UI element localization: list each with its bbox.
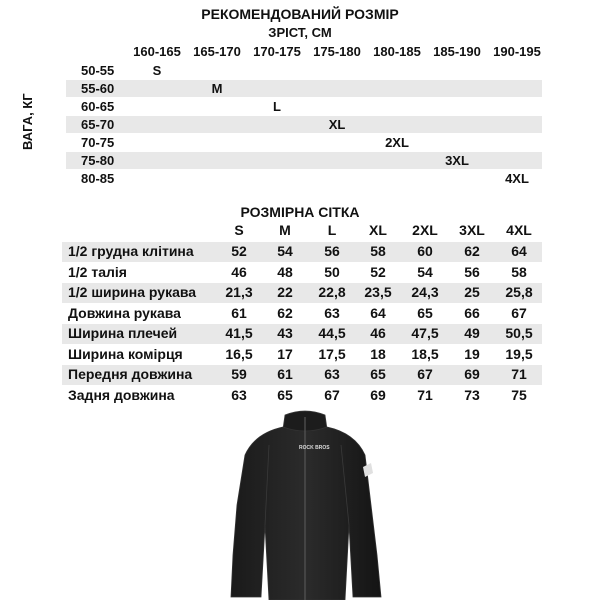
measurement-value: 47,5: [411, 325, 439, 341]
measurement-value: 49: [464, 325, 480, 341]
size-column-header: M: [279, 222, 291, 238]
weight-row-label: 55-60: [81, 81, 115, 96]
recommended-size-title: РЕКОМЕНДОВАНИЙ РОЗМІР: [201, 6, 399, 22]
table-row: [66, 170, 542, 187]
weight-row-label: 75-80: [81, 153, 115, 168]
measurement-value: 46: [370, 325, 386, 341]
measurement-value: 43: [277, 325, 293, 341]
measurement-value: 63: [324, 366, 340, 382]
measurement-value: 22: [277, 284, 293, 300]
measurement-label: Довжина рукава: [68, 304, 181, 321]
table-row: [66, 80, 542, 97]
measurement-value: 52: [370, 263, 386, 280]
brand-logo: ROCK BROS: [299, 445, 330, 451]
height-label: ЗРІСТ, СМ: [268, 25, 332, 40]
measurement-value: 75: [511, 386, 527, 403]
recommended-size-cell: M: [211, 81, 223, 96]
measurement-value: 58: [511, 263, 527, 280]
size-grid-title: РОЗМІРНА СІТКА: [240, 204, 360, 220]
measurement-value: 67: [417, 366, 433, 382]
measurement-value: 61: [231, 304, 247, 321]
measurement-value: 50,5: [505, 325, 533, 341]
measurement-value: 46: [231, 263, 247, 280]
measurement-value: 62: [277, 304, 293, 321]
measurement-value: 61: [277, 366, 293, 382]
measurement-value: 19,5: [505, 345, 533, 362]
recommended-size-cell: 3XL: [445, 153, 469, 168]
recommended-size-cell: 4XL: [505, 171, 529, 186]
measurement-value: 16,5: [225, 345, 253, 362]
measurement-value: 64: [370, 304, 386, 321]
measurement-value: 73: [464, 386, 480, 403]
measurement-value: 66: [464, 304, 480, 321]
weight-row-label: 80-85: [81, 171, 115, 186]
measurement-value: 67: [511, 304, 527, 321]
size-column-header: L: [327, 222, 337, 238]
measurement-value: 63: [324, 304, 340, 321]
measurement-label: 1/2 талія: [68, 263, 127, 280]
measurement-value: 65: [277, 386, 293, 403]
measurement-value: 44,5: [318, 325, 346, 341]
table-row: [66, 134, 542, 151]
measurement-value: 56: [464, 263, 480, 280]
weight-label: ВАГА, КГ: [20, 93, 35, 150]
weight-row-label: 50-55: [81, 63, 115, 78]
measurement-value: 17,5: [318, 345, 346, 362]
measurement-value: 52: [231, 243, 247, 259]
weight-row-label: 70-75: [81, 135, 115, 150]
measurement-value: 23,5: [364, 284, 392, 300]
measurement-value: 63: [231, 386, 247, 403]
measurement-value: 41,5: [225, 325, 253, 341]
measurement-value: 58: [370, 243, 386, 259]
height-column-header: 175-180: [313, 44, 361, 59]
measurement-value: 60: [417, 243, 433, 259]
recommended-size-cell: L: [273, 99, 281, 114]
measurement-label: Передня довжина: [68, 366, 193, 382]
height-column-header: 180-185: [373, 44, 421, 59]
measurement-value: 67: [324, 386, 340, 403]
measurement-value: 50: [324, 263, 340, 280]
measurement-value: 56: [324, 243, 340, 259]
weight-row-label: 65-70: [81, 117, 115, 132]
height-column-header: 170-175: [253, 44, 301, 59]
measurement-value: 65: [370, 366, 386, 382]
measurement-value: 25: [464, 284, 480, 300]
size-column-header: S: [234, 222, 244, 238]
measurement-value: 71: [417, 386, 433, 403]
weight-row-label: 60-65: [81, 99, 115, 114]
measurement-value: 18: [370, 345, 386, 362]
size-column-header: 3XL: [459, 222, 485, 238]
size-column-header: 2XL: [412, 222, 438, 238]
measurement-value: 69: [370, 386, 386, 403]
measurement-value: 17: [277, 345, 293, 362]
height-column-header: 185-190: [433, 44, 481, 59]
table-row: [66, 116, 542, 133]
recommended-size-cell: S: [152, 63, 162, 78]
size-column-header: 4XL: [506, 222, 532, 238]
measurement-label: 1/2 грудна клітина: [68, 243, 194, 259]
recommended-size-cell: 2XL: [385, 135, 409, 150]
measurement-value: 18,5: [411, 345, 439, 362]
measurement-value: 71: [511, 366, 527, 382]
measurement-value: 25,8: [505, 284, 533, 300]
height-column-header: 160-165: [133, 44, 181, 59]
measurement-value: 21,3: [225, 284, 253, 300]
height-column-header: 190-195: [493, 44, 541, 59]
cycling-jacket-icon: [215, 405, 395, 600]
measurement-label: 1/2 ширина рукава: [68, 284, 197, 300]
measurement-value: 54: [277, 243, 293, 259]
measurement-value: 59: [231, 366, 247, 382]
measurement-value: 22,8: [318, 284, 346, 300]
measurement-label: Ширина плечей: [68, 325, 178, 341]
measurement-label: Ширина комірця: [68, 345, 183, 362]
measurement-value: 24,3: [411, 284, 439, 300]
measurement-value: 62: [464, 243, 480, 259]
measurement-value: 65: [417, 304, 433, 321]
measurement-value: 54: [417, 263, 433, 280]
height-column-header: 165-170: [193, 44, 241, 59]
measurement-value: 64: [511, 243, 527, 259]
size-column-header: XL: [369, 222, 387, 238]
measurement-value: 69: [464, 366, 480, 382]
measurement-value: 19: [464, 345, 480, 362]
measurement-label: Задня довжина: [68, 386, 175, 403]
measurement-value: 48: [277, 263, 293, 280]
recommended-size-cell: XL: [328, 117, 346, 132]
